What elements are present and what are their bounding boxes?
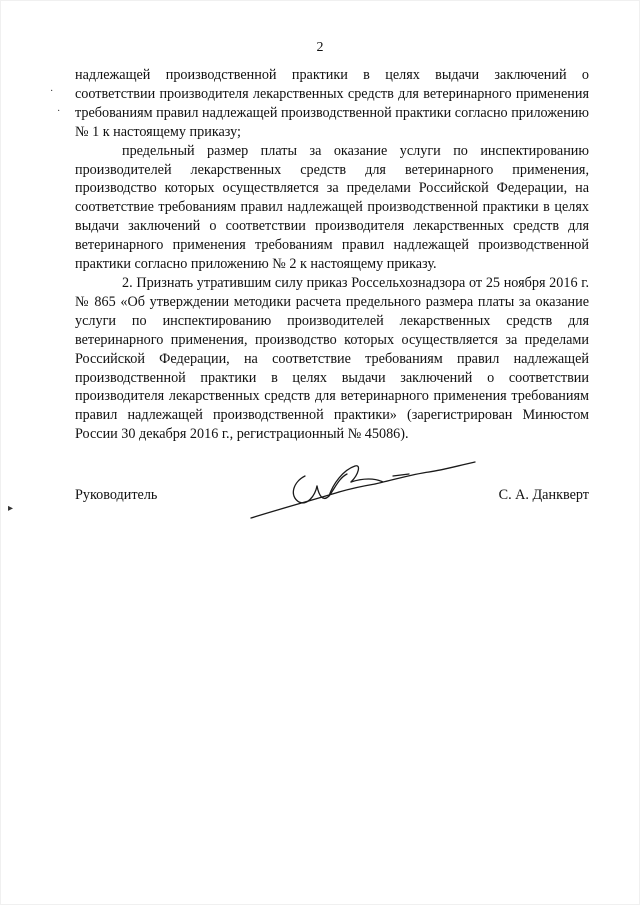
scan-speck: ▸ (8, 503, 14, 514)
signatory-name: С. А. Данкверт (498, 487, 589, 503)
document-body (75, 66, 589, 444)
handwritten-signature (243, 456, 483, 526)
page-number: 2 (316, 40, 324, 55)
scan-speck: · (50, 86, 54, 97)
paragraph-repeal: 2. Признать утратившим силу приказ Россельхознадзора от 25 ноября 2016 г. № 865 «Об утверждении методики расчета предельного размера платы за оказание услуги по инспектированию производителей лекарственных средств для ветеринарного применения, производство которых осуществляется за пределами Российской Федерации, на соответствие требованиям правил надлежащей производственной практики в целях выдачи заключений о соответствии производителя лекарственных средств для ветеринарного применения требованиям правил надлежащей производственной практики» (зарегистрирован Минюстом России 30 декабря 2016 г., регистрационный № 45086). (75, 274, 589, 443)
signature-block (75, 484, 589, 514)
paragraph-price-limit: предельный размер платы за оказание услуги по инспектированию производителей лекарственных средств для ветеринарного применения, производство которых осуществляется за пределами Российской Федерации, на соответствие требованиям правил надлежащей производственной практики в целях выдачи заключений о соответствии производителя лекарственных средств для ветеринарного применения требованиям правил надлежащей производственной практики согласно приложению № 2 к настоящему приказу. (75, 142, 589, 273)
paragraph-continuation: надлежащей производственной практики в целях выдачи заключений о соответствии производителя лекарственных средств для ветеринарного применения требованиям правил надлежащей производственной практики согласно приложению № 1 к настоящему приказу; (75, 67, 589, 140)
signatory-title: Руководитель (75, 487, 158, 503)
scan-speck: · (57, 106, 61, 117)
